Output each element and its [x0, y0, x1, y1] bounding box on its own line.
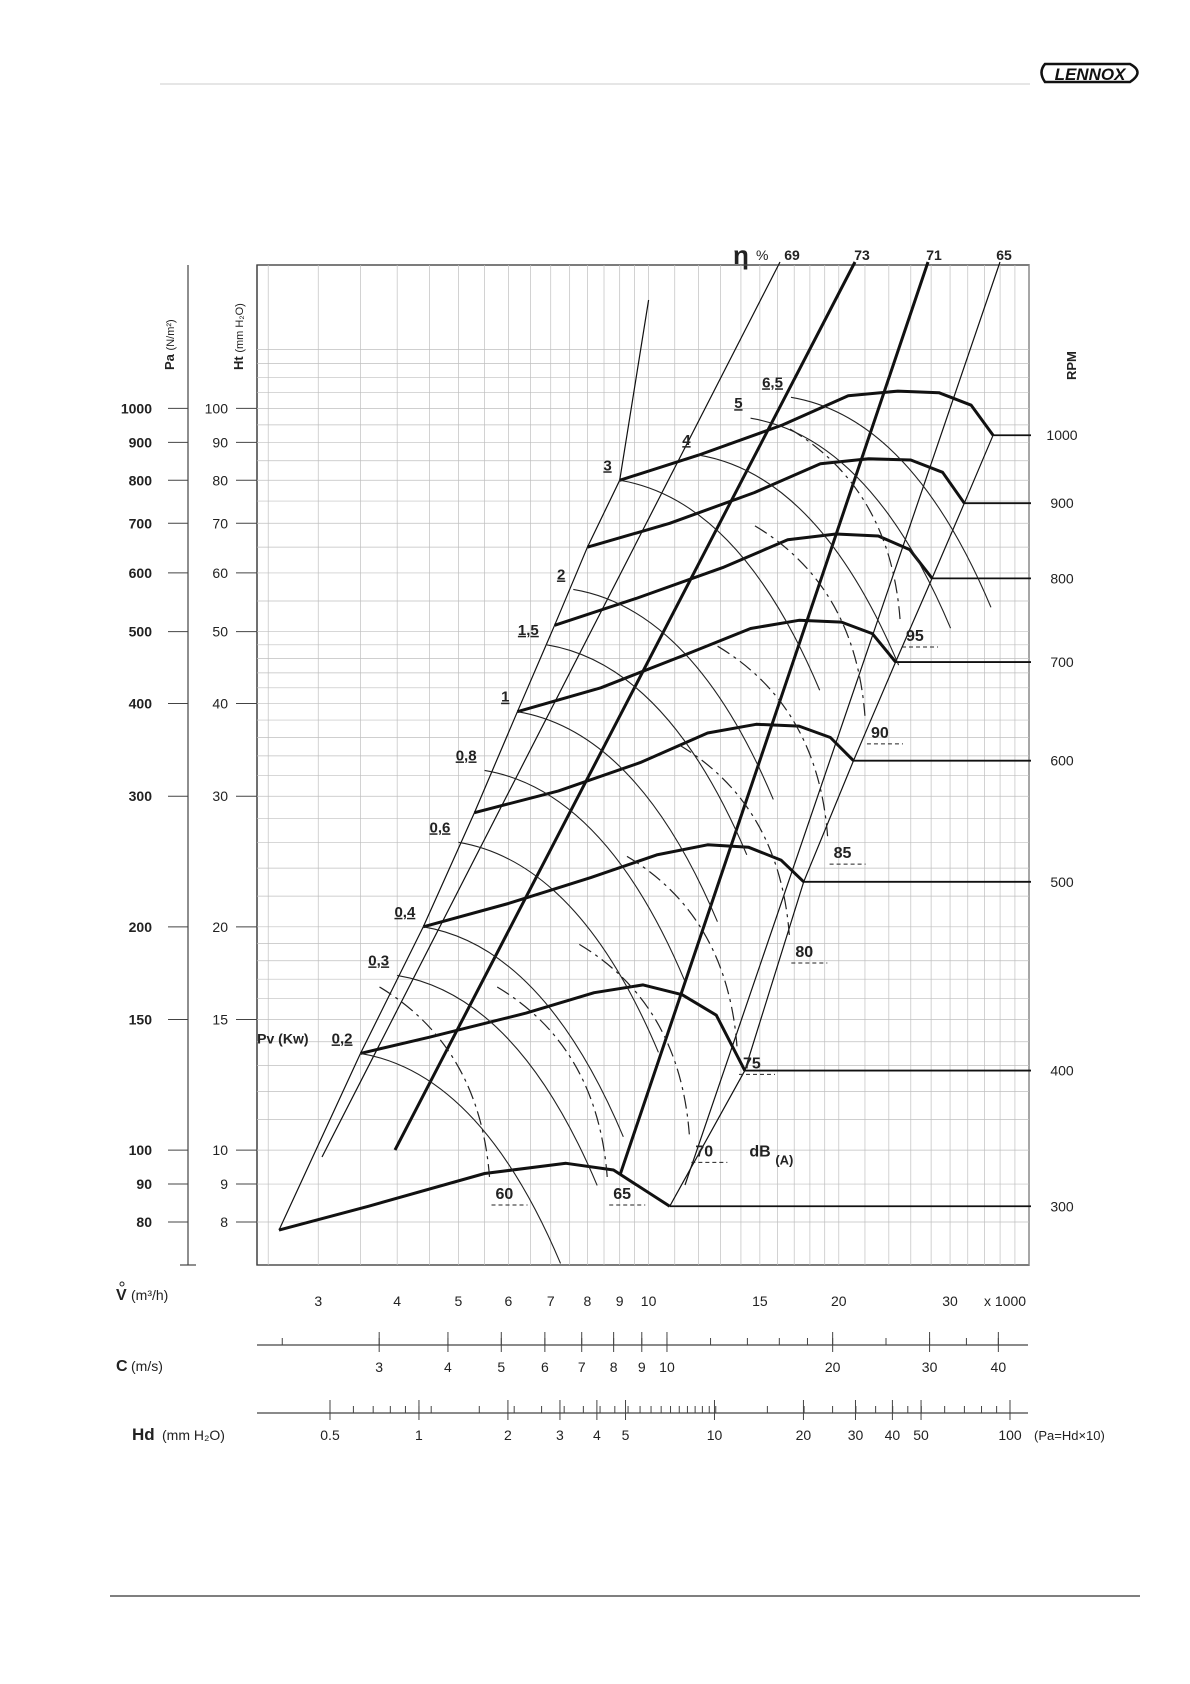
pa-tick-label: 90: [136, 1176, 152, 1193]
hd-axis-title: [132, 1425, 225, 1444]
c-tick-label: 6: [540, 1359, 549, 1375]
ht-axis-title: [231, 303, 246, 370]
hd-tick-label: 10: [706, 1427, 723, 1443]
efficiency-line: [685, 262, 1000, 1185]
hd-tick-label: 50: [913, 1427, 929, 1443]
c-tick-label: 9: [637, 1359, 646, 1375]
hd-note: (Pa=Hd×10): [1034, 1428, 1105, 1443]
flow-tick-label: 6: [504, 1293, 513, 1309]
c-tick-label: 5: [497, 1359, 506, 1375]
flow-unit-note: x 1000: [984, 1293, 1027, 1309]
pa-tick-label: 150: [128, 1011, 152, 1028]
svg-text:RPM: RPM: [1064, 351, 1079, 380]
c-tick-label: 8: [609, 1359, 618, 1375]
plot-frame: [257, 265, 1029, 1265]
ht-tick-label: 8: [220, 1213, 228, 1230]
rpm-curve: [423, 845, 803, 927]
power-curve: [547, 645, 747, 855]
hd-tick-label: 2: [504, 1427, 512, 1443]
pa-tick-label: 80: [136, 1213, 152, 1230]
pa-axis-title: [162, 319, 177, 370]
hd-ticks: [320, 1400, 1022, 1443]
noise-unit-label: dB: [749, 1143, 771, 1161]
hd-tick-label: 20: [795, 1427, 812, 1443]
rpm-label: 300: [1050, 1198, 1074, 1215]
svg-text:(m/s): (m/s): [131, 1358, 163, 1374]
noise-label: 85: [833, 845, 852, 863]
c-tick-label: 30: [921, 1359, 938, 1375]
ht-tick-label: 30: [212, 788, 228, 805]
pa-tick-label: 200: [128, 918, 152, 935]
svg-text:(mm H₂O): (mm H₂O): [162, 1427, 225, 1443]
efficiency-label: 65: [996, 247, 1012, 263]
power-axis-label: Pv (Kw): [257, 1030, 309, 1047]
brand-name: LENNOX: [1054, 65, 1126, 84]
hd-tick-label: 40: [884, 1427, 901, 1443]
noise-label: 80: [795, 943, 814, 961]
power-label: 0,4: [394, 903, 416, 921]
noise-label: 60: [495, 1185, 514, 1203]
pa-tick-label: 700: [128, 515, 152, 532]
eta-unit: %: [756, 247, 769, 263]
power-curve: [458, 842, 658, 1052]
rpm-axis-title: [1064, 351, 1079, 380]
lennox-logo: [1042, 64, 1138, 84]
flow-tick-label: 5: [454, 1293, 463, 1309]
noise-label: 90: [870, 724, 889, 742]
ht-tick-label: 15: [212, 1011, 228, 1028]
flow-tick-label: 4: [393, 1293, 402, 1309]
power-label: 6,5: [762, 374, 783, 392]
rpm-label: 500: [1050, 873, 1074, 890]
c-tick-label: 20: [824, 1359, 841, 1375]
ht-tick-label: 60: [212, 564, 228, 581]
noise-curve: [718, 646, 828, 836]
efficiency-line: [395, 262, 855, 1150]
noise-label: 65: [613, 1185, 632, 1203]
power-label: 0,6: [429, 819, 451, 837]
pa-tick-label: 800: [128, 472, 152, 489]
hd-tick-label: 4: [592, 1427, 601, 1443]
flow-axis-title: [116, 1282, 168, 1304]
flow-tick-label: 3: [314, 1293, 323, 1309]
ht-tick-label: 90: [212, 434, 228, 451]
svg-text:Pa (N/m²): Pa (N/m²): [162, 319, 177, 370]
noise-unit-sub: (A): [775, 1152, 794, 1168]
c-tick-label: 4: [444, 1359, 452, 1375]
rpm-label: 400: [1050, 1062, 1074, 1079]
ht-tick-label: 100: [204, 400, 228, 417]
flow-tick-label: 7: [546, 1293, 555, 1309]
eta-symbol: η: [733, 240, 749, 270]
rpm-label: 600: [1050, 752, 1074, 769]
noise-curve: [790, 429, 900, 619]
power-label: 1: [501, 688, 510, 706]
power-label: 3: [603, 457, 612, 475]
efficiency-label: 73: [854, 247, 870, 263]
hd-tick-label: 3: [556, 1427, 564, 1443]
hd-tick-label: 100: [998, 1427, 1022, 1443]
ht-tick-label: 80: [212, 472, 228, 489]
pa-tick-label: 500: [128, 623, 152, 640]
power-curve: [397, 975, 597, 1185]
flow-tick-label: 15: [752, 1293, 768, 1309]
pa-tick-label: 900: [128, 434, 152, 451]
pa-tick-label: 600: [128, 564, 152, 581]
hd-tick-label: 1: [415, 1427, 423, 1443]
ht-tick-label: 20: [212, 918, 228, 935]
ht-tick-label: 10: [212, 1142, 228, 1159]
pa-tick-label: 100: [128, 1142, 152, 1159]
efficiency-label: 71: [926, 247, 942, 263]
rpm-label: 900: [1050, 495, 1074, 512]
hd-tick-label: 30: [847, 1427, 864, 1443]
noise-label: 70: [695, 1143, 714, 1161]
curve-overlay: [279, 262, 1031, 1263]
pa-tick-label: 1000: [120, 400, 152, 417]
hd-tick-label: 5: [621, 1427, 630, 1443]
c-ticks: [282, 1332, 1006, 1375]
rpm-label: 1000: [1046, 427, 1078, 444]
rpm-curve: [279, 1163, 670, 1230]
ht-tick-label: 50: [212, 623, 228, 640]
power-label: 0,2: [331, 1030, 353, 1048]
c-tick-label: 40: [990, 1359, 1007, 1375]
svg-text:C: C: [116, 1358, 128, 1375]
svg-text:(m³/h): (m³/h): [131, 1287, 169, 1303]
rpm-label: 800: [1050, 570, 1074, 587]
power-label: 1,5: [517, 621, 539, 639]
hd-tick-label: 0.5: [320, 1427, 340, 1443]
flow-ticks: [314, 1293, 958, 1309]
ht-tick-label: 40: [212, 695, 228, 712]
flow-tick-label: 10: [640, 1293, 657, 1309]
svg-text:Hd: Hd: [132, 1425, 155, 1444]
c-axis-title: [116, 1358, 163, 1375]
left-ticks: [121, 400, 257, 1230]
rpm-curve: [555, 534, 933, 625]
flow-tick-label: 8: [583, 1293, 592, 1309]
grid: [257, 265, 1029, 1265]
power-label: 4: [682, 432, 691, 450]
pa-tick-label: 300: [128, 788, 152, 805]
c-tick-label: 10: [659, 1359, 675, 1375]
c-tick-label: 3: [375, 1359, 384, 1375]
power-curve: [573, 589, 773, 799]
rpm-label: 700: [1050, 654, 1074, 671]
power-label: 0,3: [368, 952, 390, 970]
power-label: 0,8: [455, 747, 477, 765]
power-label: 2: [556, 566, 566, 584]
ht-tick-label: 9: [220, 1176, 228, 1193]
power-label: 5: [734, 395, 743, 413]
noise-label: 95: [906, 628, 924, 646]
c-tick-label: 7: [577, 1359, 586, 1375]
efficiency-label: 69: [784, 247, 800, 263]
flow-tick-label: 9: [615, 1293, 624, 1309]
curve-labels: [257, 247, 1078, 1214]
svg-text:Ht (mm H₂O): Ht (mm H₂O): [231, 303, 246, 370]
noise-label: 75: [742, 1055, 761, 1073]
ht-tick-label: 70: [212, 515, 228, 532]
rpm-curve: [361, 985, 745, 1071]
svg-text:V: V: [116, 1287, 127, 1304]
flow-tick-label: 30: [942, 1293, 958, 1309]
pa-tick-label: 400: [128, 695, 152, 712]
flow-tick-label: 20: [831, 1293, 847, 1309]
